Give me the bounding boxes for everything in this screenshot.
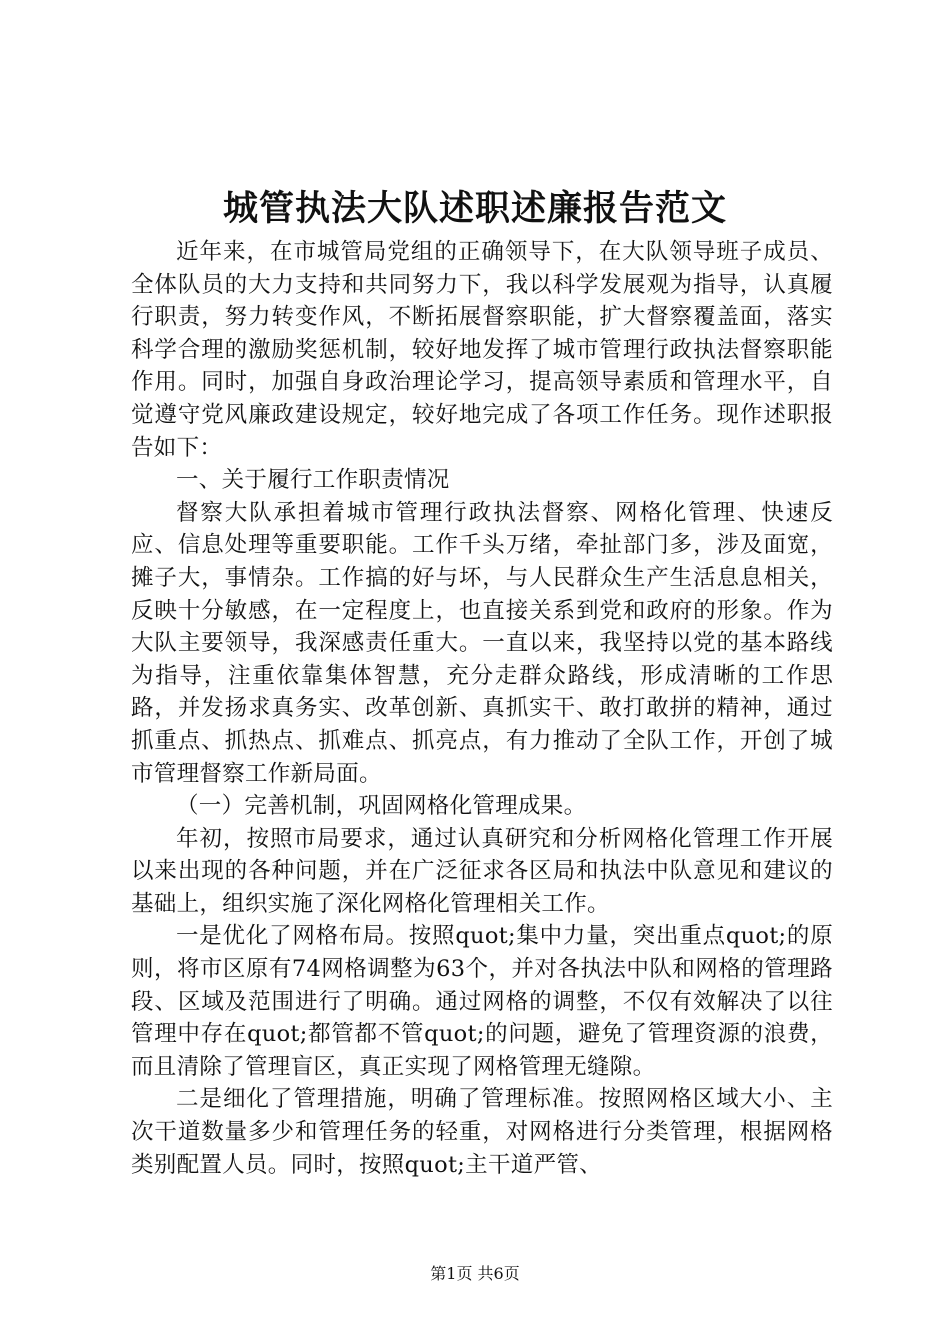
page-indicator: 第1页 共6页 [430,1264,520,1283]
subsection-heading-mechanism: （一）完善机制，巩固网格化管理成果。 [176,793,587,820]
section-heading-duties: 一、关于履行工作职责情况 [176,467,450,494]
paragraph-grid-layout: 一是优化了网格布局。按照quot;集中力量，突出重点quot;的原则，将市区原有74网格调整为63个，并对各执法中队和网格的管理路段、区域及范围进行了明确。通过网格的调整，不仅有效解决了以往管理中存在quot;都管都不管quot;的问题，避免了管理资源的浪费，而且清除了管理盲区，真正实现了网格管理无缝隙。 [131,923,833,1080]
paragraph-mechanism: 年初，按照市局要求，通过认真研究和分析网格化管理工作开展以来出现的各种问题，并在广泛征求各区局和执法中队意见和建议的基础上，组织实施了深化网格化管理相关工作。 [131,825,833,917]
paragraph-duties: 督察大队承担着城市管理行政执法督察、网格化管理、快速反应、信息处理等重要职能。工作千头万绪，牵扯部门多，涉及面宽，摊子大，事情杂。工作搞的好与坏，与人民群众生产生活息息相关，反映十分敏感，在一定程度上，也直接关系到党和政府的形象。作为大队主要领导，我深感责任重大。一直以来，我坚持以党的基本路线为指导，注重依靠集体智慧，充分走群众路线，形成清晰的工作思路，并发扬求真务实、改革创新、真抓实干、敢打敢拼的精神，通过抓重点、抓热点、抓难点、抓亮点，有力推动了全队工作，开创了城市管理督察工作新局面。 [131,499,833,787]
document-title: 城管执法大队述职述廉报告范文 [222,188,727,229]
paragraph-grid-measures: 二是细化了管理措施，明确了管理标准。按照网格区域大小、主次干道数量多少和管理任务的轻重，对网格进行分类管理，根据网格类别配置人员。同时，按照quot;主干道严管、 [131,1086,833,1178]
document-body [131,236,833,1181]
paragraph-intro: 近年来，在市城管局党组的正确领导下，在大队领导班子成员、全体队员的大力支持和共同努力下，我以科学发展观为指导，认真履行职责，努力转变作风，不断拓展督察职能，扩大督察覆盖面，落实科学合理的激励奖惩机制，较好地发挥了城市管理行政执法督察职能作用。同时，加强自身政治理论学习，提高领导素质和管理水平，自觉遵守党风廉政建设规定，较好地完成了各项工作任务。现作述职报告如下： [131,239,833,461]
